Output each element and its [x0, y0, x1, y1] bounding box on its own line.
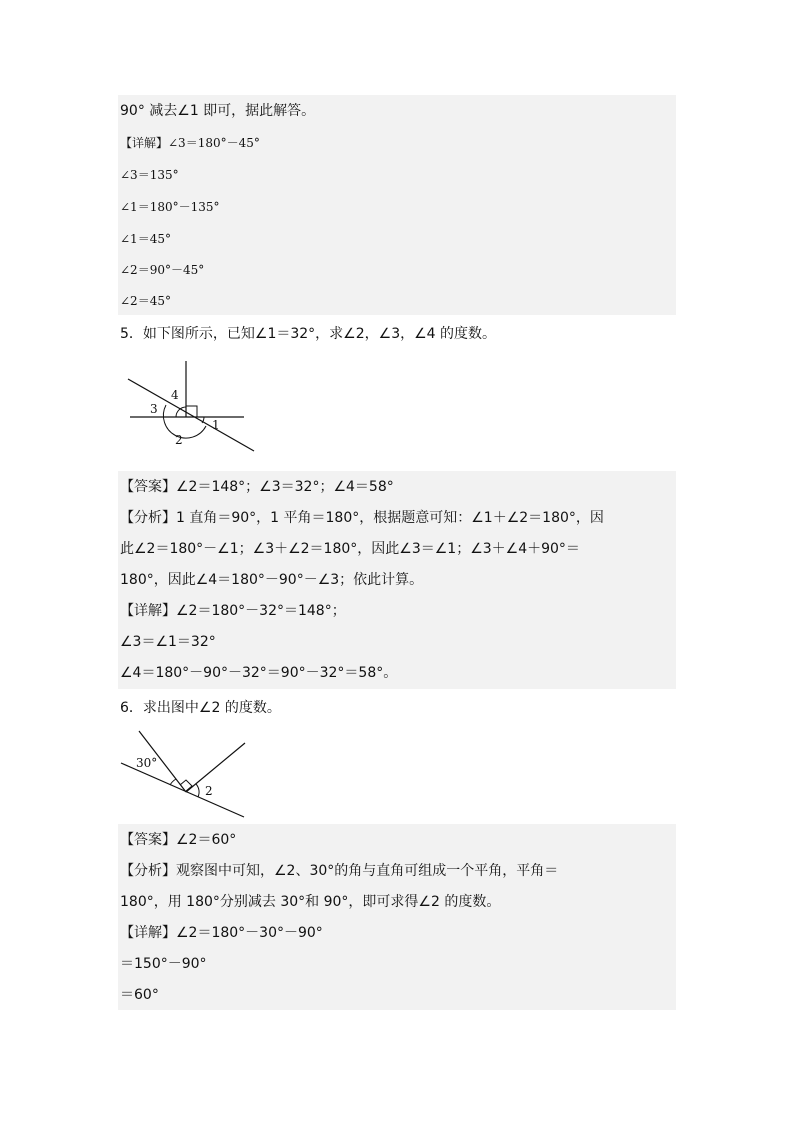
detail-line: ∠1＝45° — [120, 232, 171, 246]
detail-line: 【详解】∠3＝180°－45° — [120, 136, 260, 150]
angle-label: 2 — [175, 433, 183, 447]
analysis-line: 180°，因此∠4＝180°－90°－∠3；依此计算。 — [120, 572, 424, 588]
angle-arc — [163, 405, 206, 438]
detail-line: ∠4＝180°－90°－32°＝90°－32°＝58°。 — [120, 665, 398, 681]
analysis-line: 【分析】1 直角＝90°，1 平角＝180°，根据题意可知：∠1＋∠2＝180°，因 — [120, 510, 604, 526]
angle-arc — [176, 407, 186, 417]
answer-line: 【答案】∠2＝60° — [120, 832, 237, 848]
detail-line: 【详解】∠2＝180°－30°－90° — [120, 925, 323, 941]
detail-line: ∠3＝135° — [120, 168, 179, 182]
question-6-figure — [118, 727, 250, 822]
figure-line — [121, 763, 244, 817]
detail-line: ∠2＝90°－45° — [120, 263, 205, 277]
question-5-figure — [120, 355, 255, 455]
solution-block-shade — [118, 824, 676, 1010]
angle-arc — [196, 784, 199, 797]
detail-line: 【详解】∠2＝180°－32°＝148°； — [120, 603, 346, 619]
question-5-text: 5．如下图所示，已知∠1＝32°，求∠2，∠3，∠4 的度数。 — [120, 326, 497, 342]
analysis-line: 【分析】观察图中可知，∠2、30°的角与直角可组成一个平角，平角＝ — [120, 863, 559, 879]
angle-label: 4 — [171, 388, 179, 402]
figure-line — [186, 743, 245, 792]
angle-label: 3 — [150, 402, 158, 416]
figure-line — [128, 379, 254, 451]
angle-label: 30° — [136, 756, 158, 770]
detail-line: ＝150°－90° — [120, 956, 207, 972]
angle-label: 1 — [212, 418, 220, 432]
analysis-line: 180°，用 180°分别减去 30°和 90°，即可求得∠2 的度数。 — [120, 894, 501, 910]
detail-line: ∠3＝∠1＝32° — [120, 634, 216, 650]
detail-line: ∠1＝180°－135° — [120, 200, 220, 214]
answer-line: 【答案】∠2＝148°；∠3＝32°；∠4＝58° — [120, 479, 394, 495]
detail-line: ∠2＝45° — [120, 294, 171, 308]
analysis-line: 90° 减去∠1 即可，据此解答。 — [120, 103, 316, 119]
angle-label: 2 — [205, 784, 213, 798]
analysis-line: 此∠2＝180°－∠1；∠3＋∠2＝180°，因此∠3＝∠1；∠3＋∠4＋90°＝ — [120, 541, 580, 557]
detail-line: ＝60° — [120, 987, 159, 1003]
question-6-text: 6．求出图中∠2 的度数。 — [120, 700, 281, 716]
angle-arc — [170, 779, 176, 785]
